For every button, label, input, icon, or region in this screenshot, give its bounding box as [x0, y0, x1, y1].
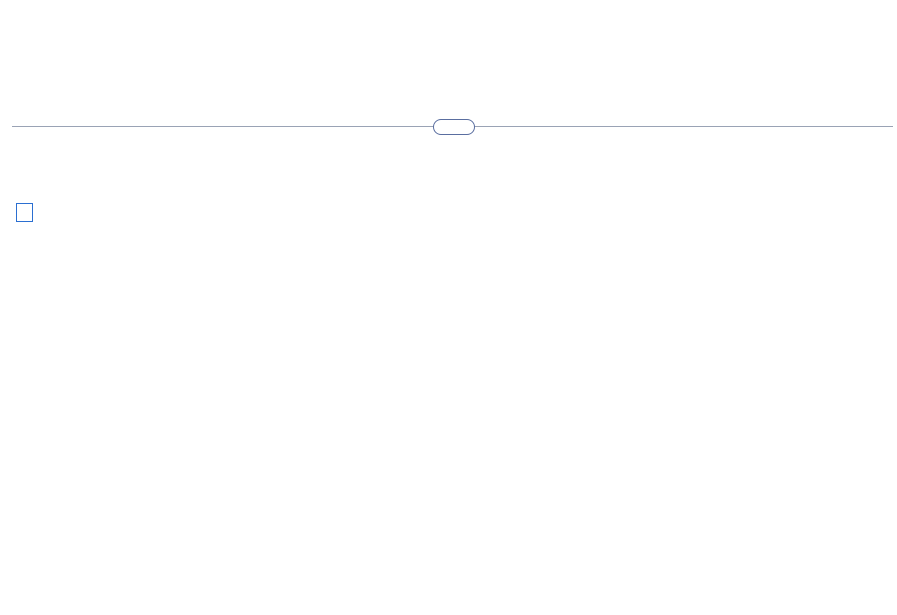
more-options-button[interactable]: [433, 119, 475, 135]
answer-input[interactable]: [16, 203, 33, 222]
